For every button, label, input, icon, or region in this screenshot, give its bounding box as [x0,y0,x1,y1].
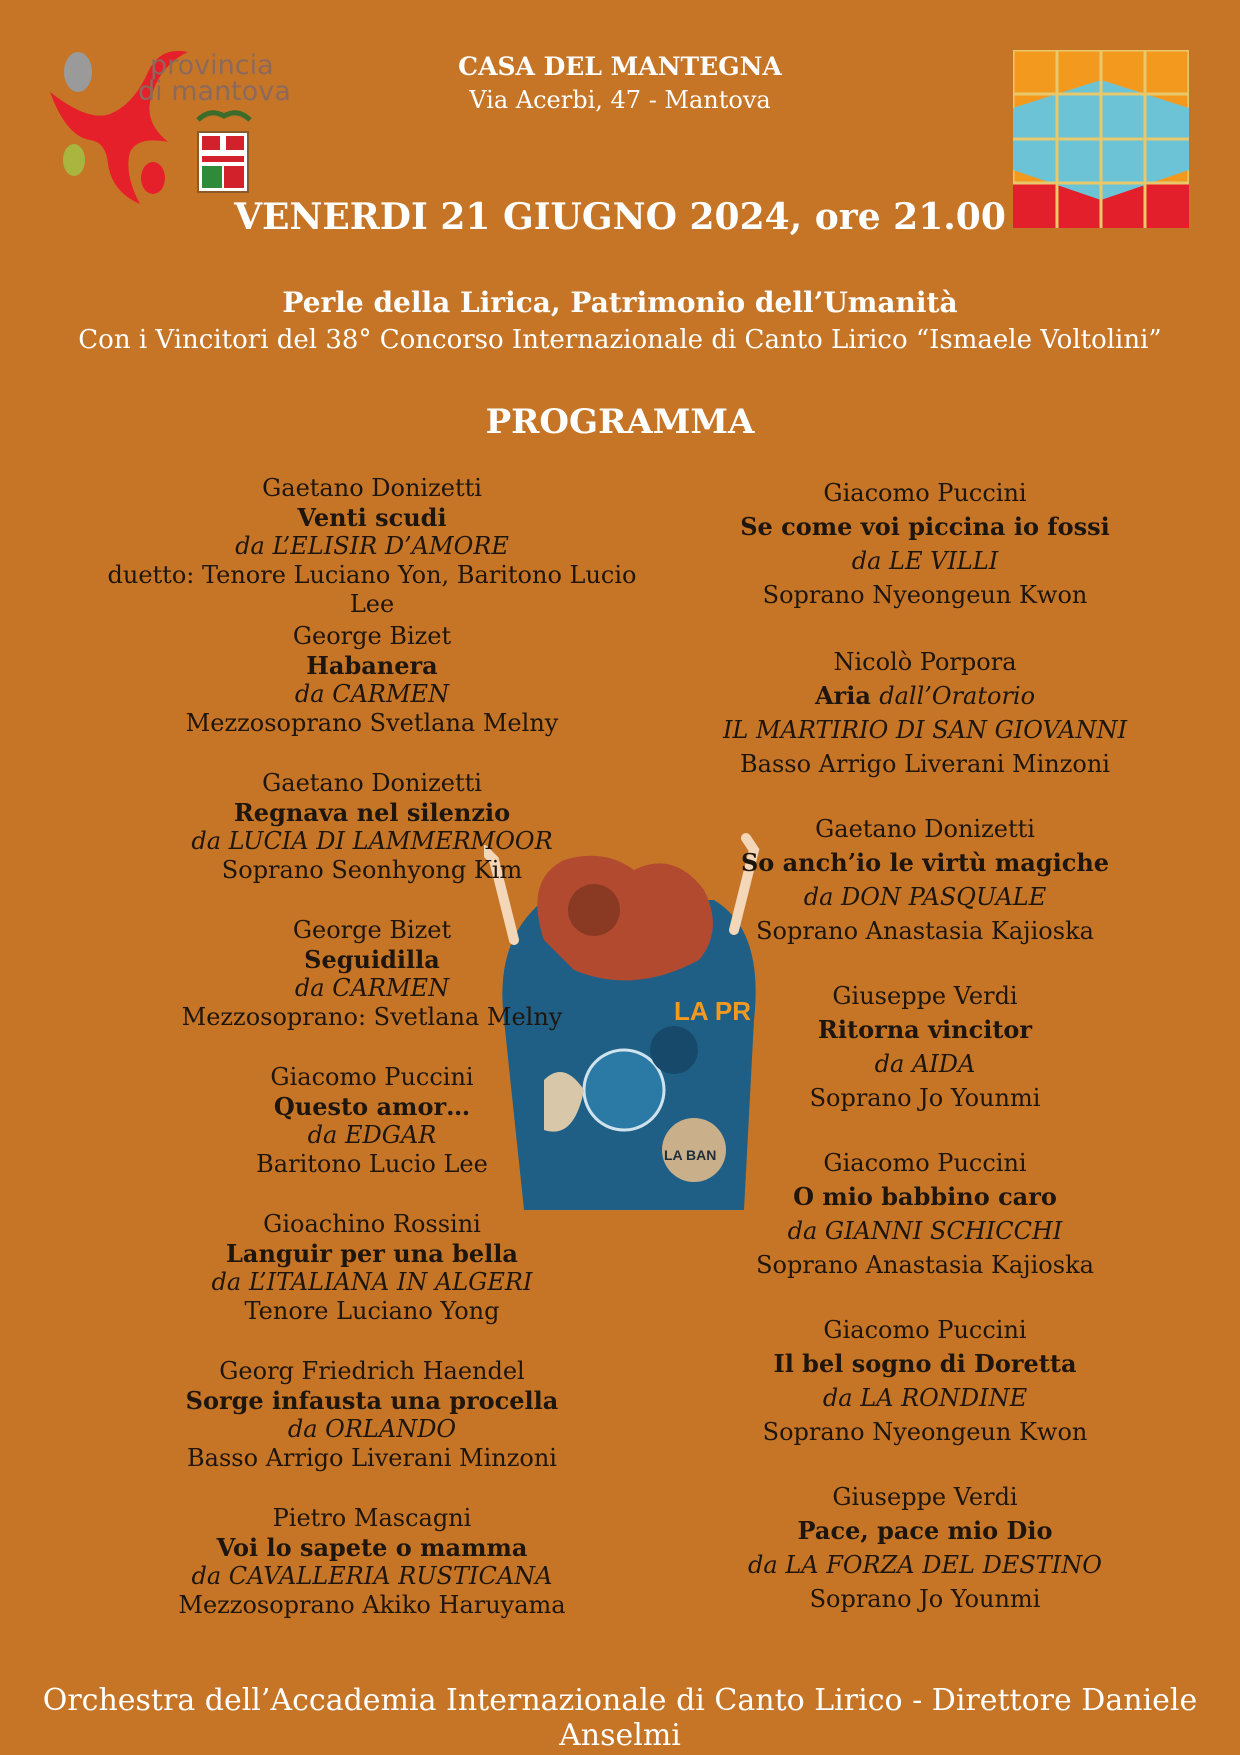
program-opera: da LA RONDINE [822,1384,1028,1412]
program-composer: Pietro Mascagni [272,1504,472,1532]
program-title: Languir per una bella [226,1239,518,1268]
program-opera: da EDGAR [307,1121,437,1149]
program-performers: Mezzosoprano Svetlana Melny [185,709,559,737]
event-subtitle: Perle della Lirica, Patrimonio dell’Umanità [282,286,958,319]
event-subtitle-competition: Con i Vincitori del 38° Concorso Internazionale di Canto Lirico “Ismaele Voltolini” [78,325,1162,355]
program-composer: Gaetano Donizetti [262,769,482,797]
program-title-text: Aria [814,681,871,710]
program-opera: da L’ITALIANA IN ALGERI [211,1268,533,1296]
coat-of-arms-icon [198,113,250,192]
venue-name: CASA DEL MANTEGNA [458,52,782,81]
program-composer: Gioachino Rossini [263,1210,481,1238]
program-item [92,474,652,619]
illustration-text-2: LA BAN [664,1147,717,1163]
program-performers: Mezzosoprano: Svetlana Melny [181,1003,563,1031]
program-item [645,1146,1205,1282]
program-opera: da LA FORZA DEL DESTINO [748,1551,1102,1579]
program-opera: da DON PASQUALE [803,883,1047,911]
illustration-text-1: LA PR [674,996,752,1026]
logo-text-line2: di mantova [138,76,291,107]
program-performers: Soprano Anastasia Kajioska [756,1251,1094,1279]
program-opera: da ORLANDO [287,1415,457,1443]
program-title: Venti scudi [297,503,447,532]
venue-address: Via Acerbi, 47 - Mantova [469,86,771,114]
program-performers: duetto: Tenore Luciano Yon, Baritono Lucio Lee [107,561,637,618]
program-title: Habanera [306,651,438,680]
program-item [645,476,1205,612]
program-title: Sorge infausta una procella [185,1386,559,1415]
programma-heading: PROGRAMMA [485,402,755,442]
program-opera: da CARMEN [294,974,450,1002]
program-title: Seguidilla [304,945,440,974]
program-item [92,1357,652,1473]
program-item [645,812,1205,948]
program-title: Se come voi piccina io fossi [740,512,1110,541]
program-opera: da L’ELISIR D’AMORE [235,532,509,560]
program-performers: Soprano Nyeongeun Kwon [762,1418,1088,1446]
program-title [645,679,1205,713]
program-performers: Soprano Jo Younmi [809,1084,1041,1112]
program-composer: Giuseppe Verdi [832,1483,1018,1511]
program-opera: da LE VILLI [851,547,999,575]
program-performers: Baritono Lucio Lee [256,1150,488,1178]
program-title: Questo amor… [273,1092,471,1121]
program-performers: Soprano Seonhyong Kim [221,856,523,884]
program-performers: Soprano Jo Younmi [809,1585,1041,1613]
program-composer: Giacomo Puccini [823,479,1027,507]
program-title: Il bel sogno di Doretta [773,1349,1077,1378]
program-performers: Basso Arrigo Liverani Minzoni [187,1444,557,1472]
concorso-mosaic-logo [1013,50,1189,228]
program-composer: Giacomo Puccini [823,1316,1027,1344]
program-performers: Mezzosoprano Akiko Haruyama [178,1591,566,1619]
program-opera: da GIANNI SCHICCHI [787,1217,1063,1245]
program-title: Regnava nel silenzio [233,798,511,827]
program-opera: da LUCIA DI LAMMERMOOR [191,827,553,855]
program-item [92,1063,652,1179]
logo-text-line1: provincia [150,50,274,81]
program-title: Voi lo sapete o mamma [216,1533,528,1562]
program-composer: Giacomo Puccini [823,1149,1027,1177]
program-title-suffix: dall’Oratorio [879,682,1036,710]
program-composer: George Bizet [292,916,452,944]
program-item [645,979,1205,1115]
program-item [645,1480,1205,1616]
program-composer: George Bizet [292,622,452,650]
program-composer: Giacomo Puccini [270,1063,474,1091]
program-performers: Soprano Nyeongeun Kwon [762,581,1088,609]
program-title: Ritorna vincitor [817,1015,1033,1044]
program-opera: IL MARTIRIO DI SAN GIOVANNI [722,716,1128,744]
program-item [645,645,1205,781]
program-performers: Tenore Luciano Yong [244,1297,500,1325]
program-item [645,1313,1205,1449]
program-title: Pace, pace mio Dio [797,1516,1053,1545]
program-item [92,1504,652,1620]
program-composer: Gaetano Donizetti [815,815,1035,843]
program-performers: Soprano Anastasia Kajioska [756,917,1094,945]
program-composer: Giuseppe Verdi [832,982,1018,1010]
program-item [92,622,652,738]
program-opera: da CAVALLERIA RUSTICANA [191,1562,553,1590]
program-item [92,1210,652,1326]
event-date: VENERDI 21 GIUGNO 2024, ore 21.00 [234,196,1006,238]
program-composer: Gaetano Donizetti [262,474,482,502]
program-opera: da CARMEN [294,680,450,708]
program-opera: da AIDA [874,1050,976,1078]
program-title: So anch’io le virtù magiche [740,848,1110,877]
program-composer: Georg Friedrich Haendel [219,1357,525,1385]
program-item [92,769,652,885]
program-composer: Nicolò Porpora [833,648,1017,676]
program-title: O mio babbino caro [793,1182,1057,1211]
footer-orchestra: Orchestra dell’Accademia Internazionale di Canto Lirico - Direttore Daniele Anselmi [42,1683,1198,1753]
program-performers: Basso Arrigo Liverani Minzoni [740,750,1110,778]
program-item [92,916,652,1032]
